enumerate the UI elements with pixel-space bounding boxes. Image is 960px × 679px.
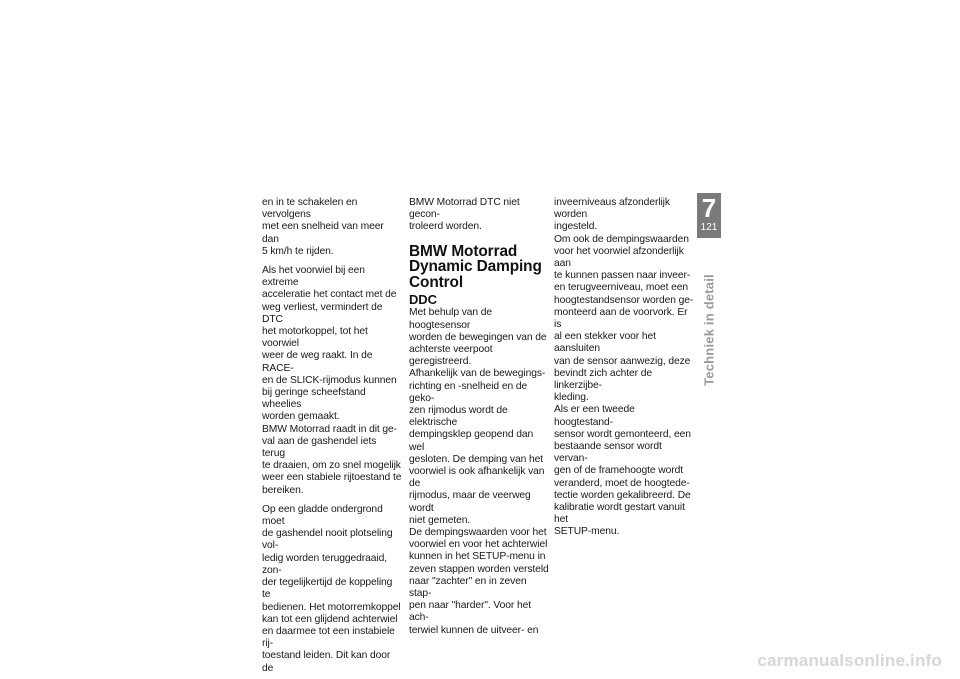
paragraph: inveerniveaus afzonderlijk worden ingesteld. <box>554 197 670 233</box>
paragraph: Om ook de dempingswaarden voor het voorwiel afzonderlijk aan te kunnen passen naar inveer- en terugveerniveau, moet een hoogtestandsensor worden ge- monteerd aan de voorvork. Er is al een stekker voor het aansluiten van de sensor aanwezig, deze bevindt zich achter de linkerzijbe- kleding. <box>554 233 694 404</box>
text-column-2 <box>409 197 549 637</box>
paragraph: Met behulp van de hoogtesensor worden de bewegingen van de achterste veerpoot geregistreerd. Afhankelijk van de bewegings- richting en -snelheid en de geko- zen rijmodus wordt de elektrische dempingsklep geopend dan wel gesloten. De demping van het voorwiel is ook afhankelijk van de rijmodus, maar de veerweg wordt niet gemeten. <box>409 307 547 526</box>
section-subheading: DDC <box>409 292 437 308</box>
paragraph: BMW Motorrad DTC niet gecon- troleerd worden. <box>409 197 520 233</box>
paragraph: Als het voorwiel bij een extreme acceleratie het contact met de weg verliest, vermindert de DTC het motorkoppel, tot het voorwiel weer de weg raakt. In de RACE- en de SLICK-rijmodus kunnen bij geringe scheefstand wheelies worden gemaakt. <box>262 265 397 423</box>
watermark: carmanualsonline.info <box>757 651 942 670</box>
chapter-title: Techniek in detail <box>701 274 717 386</box>
paragraph: Als er een tweede hoogtestand- sensor wordt gemonteerd, een bestaande sensor wordt vervan- gen of de framehoogte wordt veranderd, moet de hoogtede- tectie worden gekalibreerd. De kalibratie wordt gestart vanuit het SETUP-menu. <box>554 404 691 538</box>
paragraph: Op een gladde ondergrond moet de gashendel nooit plotseling vol- ledig worden teruggedraaid, zon- der tegelijkertijd de koppeling te bedienen. Het motorremkoppel kan tot een glijdend achterwiel en daarmee tot een instabiele rij- toestand leiden. Dit kan door de <box>262 503 401 674</box>
paragraph: De dempingswaarden voor het voorwiel en voor het achterwiel kunnen in het SETUP-menu in zeven stappen worden versteld naar "zachter" en in zeven stap- pen naar "harder". Voor het ach- terwiel kunnen de uitveer- en <box>409 526 549 636</box>
paragraph: en in te schakelen en vervolgens met een snelheid van meer dan 5 km/h te rijden. <box>262 197 384 257</box>
section-heading: BMW Motorrad Dynamic Damping Control <box>409 242 542 291</box>
chapter-number: 7 <box>701 193 717 223</box>
page-number: 121 <box>700 222 718 233</box>
text-column-3 <box>554 197 694 539</box>
text-column-1 <box>262 197 402 675</box>
chapter-tab <box>697 193 721 238</box>
paragraph: BMW Motorrad raadt in dit ge- val aan de gashendel iets terug te draaien, om zo snel mogelijk weer een stabiele rijtoestand te bereiken. <box>262 423 402 496</box>
